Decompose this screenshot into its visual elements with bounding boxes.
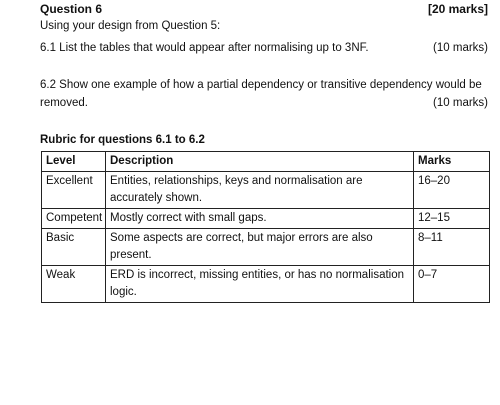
- description-cell: ERD is incorrect, missing entities, or has no normalisation logic.: [106, 266, 414, 303]
- q6-1-text: 6.1 List the tables that would appear after normalising up to 3NF.: [40, 42, 369, 54]
- table-row: [42, 172, 490, 209]
- q6-1-marks: (10 marks): [433, 42, 488, 54]
- q6-2-text-line2: removed.: [40, 97, 88, 109]
- column-header-level: Level: [42, 152, 106, 172]
- column-header-description: Description: [106, 152, 414, 172]
- q6-2-text-line1: 6.2 Show one example of how a partial dependency or transitive dependency would be: [40, 79, 482, 91]
- level-cell: Basic: [42, 229, 106, 266]
- description-cell: Mostly correct with small gaps.: [106, 209, 414, 229]
- marks-cell: 0–7: [414, 266, 490, 303]
- table-row: [42, 209, 490, 229]
- table-row: [42, 266, 490, 303]
- rubric-heading: Rubric for questions 6.1 to 6.2: [40, 134, 205, 146]
- question-intro: Using your design from Question 5:: [40, 20, 221, 32]
- level-cell: Weak: [42, 266, 106, 303]
- description-cell: Entities, relationships, keys and normalisation are accurately shown.: [106, 172, 414, 209]
- marks-cell: 16–20: [414, 172, 490, 209]
- table-row: [42, 229, 490, 266]
- question-title: Question 6: [40, 2, 103, 16]
- column-header-marks: Marks: [414, 152, 490, 172]
- marks-cell: 12–15: [414, 209, 490, 229]
- level-cell: Excellent: [42, 172, 106, 209]
- question-marks: [20 marks]: [427, 2, 488, 16]
- rubric-table: [41, 151, 490, 303]
- description-cell: Some aspects are correct, but major errors are also present.: [106, 229, 414, 266]
- level-cell: Competent: [42, 209, 106, 229]
- rubric-header-row: [42, 152, 490, 172]
- q6-2-marks: (10 marks): [433, 97, 488, 109]
- marks-cell: 8–11: [414, 229, 490, 266]
